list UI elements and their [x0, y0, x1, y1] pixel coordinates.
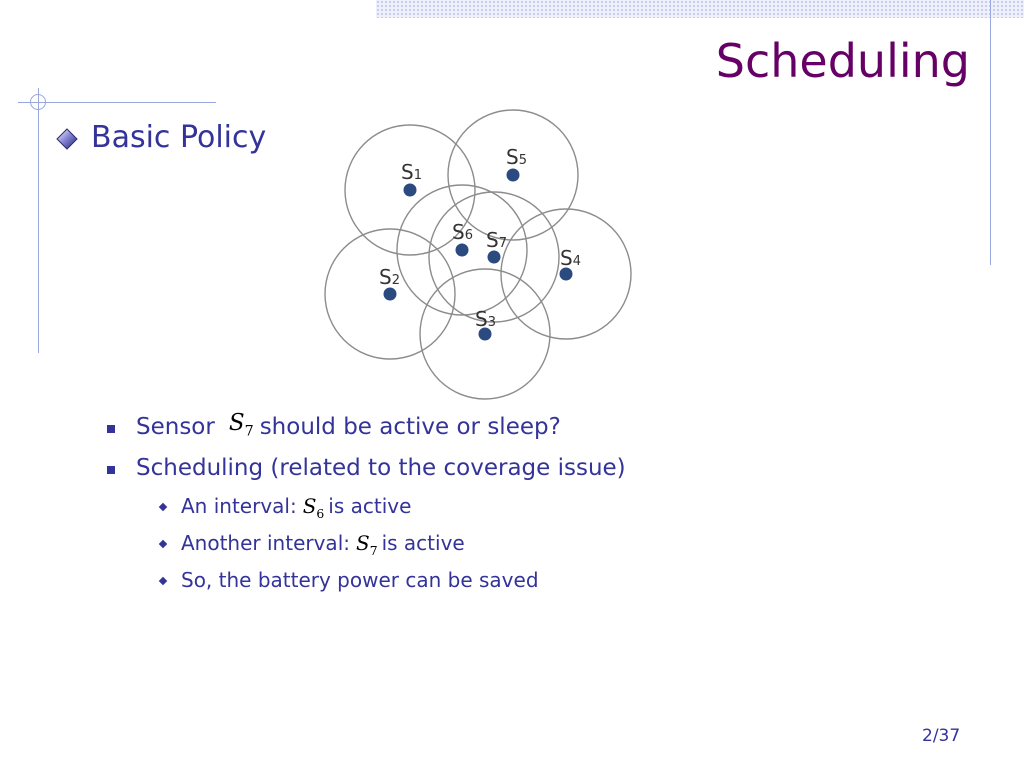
- sensor-label-s6: S6: [452, 220, 473, 244]
- sensor-label-s2: S2: [379, 265, 400, 289]
- page-number: 2/37: [922, 726, 961, 746]
- math-symbol-s6: $S_6$: [302, 494, 325, 521]
- sub-list-item: [181, 494, 411, 521]
- sub-list-item: [181, 568, 539, 592]
- item-text: Sensor: [136, 414, 215, 440]
- list-item: [136, 455, 626, 481]
- sensor-node-s6: [456, 244, 469, 257]
- item-text: Scheduling (related to the coverage issue): [136, 455, 626, 481]
- sensor-label-s7: S7: [486, 228, 507, 252]
- square-bullet-icon: [107, 425, 115, 433]
- item-text: An interval:: [181, 494, 297, 518]
- slide-title: Scheduling: [715, 34, 970, 88]
- math-symbol-s7: $S_7$: [228, 410, 254, 440]
- square-bullet-icon: [107, 466, 115, 474]
- list-item: [136, 410, 561, 444]
- sensor-node-s2: [384, 288, 397, 301]
- item-text: Another interval:: [181, 531, 350, 555]
- item-text: is active: [381, 531, 465, 555]
- sensor-node-s5: [507, 169, 520, 182]
- sensor-node-s1: [404, 184, 417, 197]
- item-text: So, the battery power can be saved: [181, 568, 539, 592]
- sensor-label-s1: S1: [401, 160, 422, 184]
- math-symbol-s7: $S_7$: [355, 531, 378, 558]
- sensor-label-s5: S5: [506, 145, 527, 169]
- sensor-label-s4: S4: [560, 246, 581, 270]
- item-text: should be active or sleep?: [259, 414, 561, 440]
- sub-list-item: [181, 531, 465, 558]
- sensor-label-s3: S3: [475, 307, 496, 331]
- sensor-node-s7: [488, 251, 501, 264]
- item-text: is active: [328, 494, 412, 518]
- section-heading: Basic Policy: [91, 120, 267, 155]
